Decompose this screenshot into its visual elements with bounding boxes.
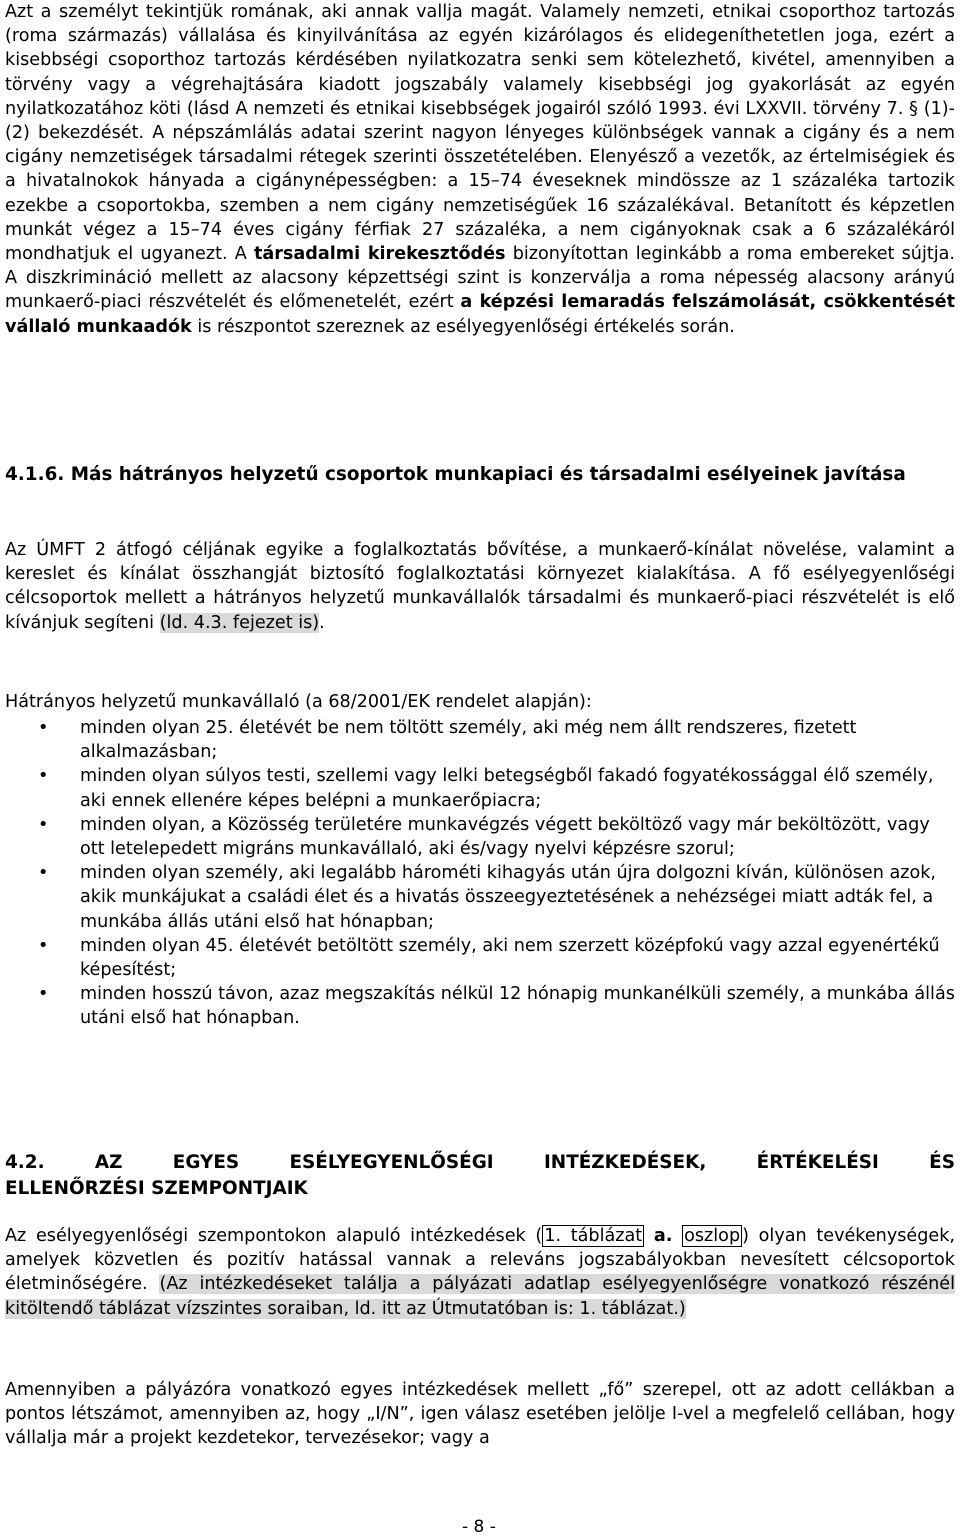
list-item [5, 982, 955, 1030]
list-item [5, 764, 955, 812]
bold-text: a. [653, 1226, 673, 1246]
text-run [644, 1226, 654, 1246]
paragraph-roma-definition [5, 0, 955, 339]
list-item-text: minden olyan személy, aki legalább hárométi kihagyás után újra dolgozni kíván, különösen azok, akik munkájukat a családi élet és a hivatás összeegyeztetésének a nehézségei miatt adták fel, a munkába állás utáni első hat hónapban; [80, 863, 937, 932]
bullet-icon: • [38, 766, 49, 787]
heading-word: EGYES [172, 1152, 240, 1173]
text-run: bizonyítottan leginkább a roma embereket sújtja. A diszkrimináció mellett az alacsony képzettségi szint is konzerválja a roma népesség alacsony arányú munkaerő-piaci részvételét és előmenetelét, ezért [5, 244, 955, 313]
text-run: Az ÚMFT 2 átfogó céljának egyike a foglalkoztatás bővítése, a munkaerő-kínálat növelése, valamint a kereslet és kínálat összhangját biztosító foglalkoztatási környezet kialakítása. A fő esélyegyenlőségi célcsoportok mellett a hátrányos helyzetű munkavállalók társadalmi és munkaerő-piaci részvételét is elő kívánjuk segíteni [5, 540, 955, 633]
paragraph-cell-instructions: Amennyiben a pályázóra vonatkozó egyes intézkedések mellett „fő” szerepel, ott az adott cellákban a pontos létszámot, amennyiben az, hogy „I/N”, igen válasz esetében jelölje I-vel a megfelelő cellában, hogy vállalja már a projekt kezdetekor, tervezésekor; vagy a [5, 1380, 955, 1449]
list-item [5, 813, 955, 861]
list-item-text: minden olyan, a Közösség területére munkavégzés végett beköltöző vagy már beköltözött, vagy ott letelepedett migráns munkavállaló, aki és/vagy nyelvi képzésre szorul; [80, 814, 930, 860]
bullet-icon: • [38, 935, 49, 956]
heading-word: AZ [94, 1152, 123, 1173]
bold-text: a képzési lemaradás felszámolását, csökkentését vállaló munkaadók [5, 292, 956, 337]
text-run: ) olyan tevékenységek, amelyek közvetlen és pozitív hatással vannak a releváns jogszabályokban nevesített célcsoportok életminőségére. [5, 1226, 956, 1295]
heading-word: INTÉZKEDÉSEK, [543, 1152, 707, 1173]
paragraph-disadvantaged-worker: Hátrányos helyzetű munkavállaló (a 68/2001/EK rendelet alapján): [5, 692, 592, 712]
bullet-icon: • [38, 863, 49, 884]
paragraph-measures [5, 1224, 955, 1321]
bold-text: társadalmi kirekesztődés [253, 244, 506, 265]
heading-word: ESÉLYEGYENLŐSÉGI [289, 1152, 494, 1173]
highlighted-reference: (ld. 4.3. fejezet is) [159, 612, 320, 633]
paragraph-umft-goals [5, 538, 955, 635]
bullet-icon: • [38, 984, 49, 1005]
heading-word: 4.2. [5, 1152, 45, 1173]
highlighted-note: (Az intézkedéseket találja a pályázati adatlap esélyegyenlőségre vonatkozó részénél kitöltendő táblázat vízszintes soraiban, ld. itt az Útmutatóban is: 1. táblázat.) [5, 1274, 956, 1319]
bullet-icon: • [38, 814, 49, 835]
heading-line-2: ELLENŐRZÉSI SZEMPONTJAIK [5, 1178, 308, 1199]
column-reference: oszlop [684, 1226, 741, 1246]
list-item-text: minden olyan 45. életévét betöltött személy, aki nem szerzett középfokú vagy azzal egyenértékű képesítést; [80, 935, 940, 981]
list-item [5, 934, 955, 982]
text-run: Azt a személyt tekintjük romának, aki annak vallja magát. Valamely nemzeti, etnikai csoporthoz tartozás (roma származás) vállalása és kinyilvánítása az egyén kizárólagos és elidegeníthetetlen joga, ezért a kisebbségi csoporthoz tartozás kérdésében nyilatkozatra senki sem kötelezhető, kivétel, amennyiben a törvény vagy a végrehajtására kiadott jogszabály valamely kisebbségi jog gyakorlását az egyén nyilatkozatához köti (lásd A nemzeti és etnikai kisebbségek jogairól szóló 1993. évi LXXVII. törvény 7. § (1)-(2) bekezdését. A népszámlálás adatai szerint nagyon lényeges különbségek vannak a cigány és a nem cigány nemzetiségek társadalmi rétegek szerinti összetételében. Elenyésző a vezetők, az értelmiségiek és a hivatalnokok hányada a cigánynépességben: a 15–74 éveseknek mindössze az 1 százaléka tartozik ezekbe a csoportokba, szemben a nem cigány nemzetiségűek 16 százalékával. Betanított és képzetlen munkát végez a 15–74 éves cigány férfiak 27 százaléka, a nem cigányoknak csak a 6 százalékáról mondhatjuk el ugyanezt. A [5, 2, 955, 265]
disadvantaged-worker-list [5, 716, 955, 1031]
text-run [672, 1226, 682, 1246]
text-run: is részpontot szereznek az esélyegyenlőségi értékelés során. [191, 316, 735, 337]
heading-word: ÉRTÉKELÉSI [756, 1152, 879, 1173]
heading-word: ÉS [929, 1152, 955, 1173]
list-item-text: minden hosszú távon, azaz megszakítás nélkül 12 hónapig munkanélküli személy, a munkába állás utáni első hat hónapban. [80, 984, 955, 1029]
section-heading-4-2 [5, 1150, 955, 1202]
bullet-icon: • [38, 718, 49, 738]
table-reference: 1. táblázat [544, 1226, 643, 1246]
list-item [5, 861, 955, 934]
list-item-text: minden olyan 25. életévét be nem töltött személy, aki még nem állt rendszeres, fizetett alkalmazásban; [80, 718, 857, 763]
text-run: . [319, 612, 325, 633]
heading-line-1 [5, 1150, 955, 1176]
text-run: Az esélyegyenlőségi szempontokon alapuló intézkedések ( [5, 1226, 543, 1246]
section-heading-4-1-6: 4.1.6. Más hátrányos helyzetű csoportok munkapiaci és társadalmi esélyeinek javítása [5, 464, 906, 485]
list-item [5, 716, 955, 764]
page-number-text: - 8 - [462, 1517, 496, 1537]
list-item-text: minden olyan súlyos testi, szellemi vagy lelki betegségből fakadó fogyatékossággal élő személy, aki ennek ellenére képes belépni a munkaerőpiacra; [80, 766, 934, 811]
